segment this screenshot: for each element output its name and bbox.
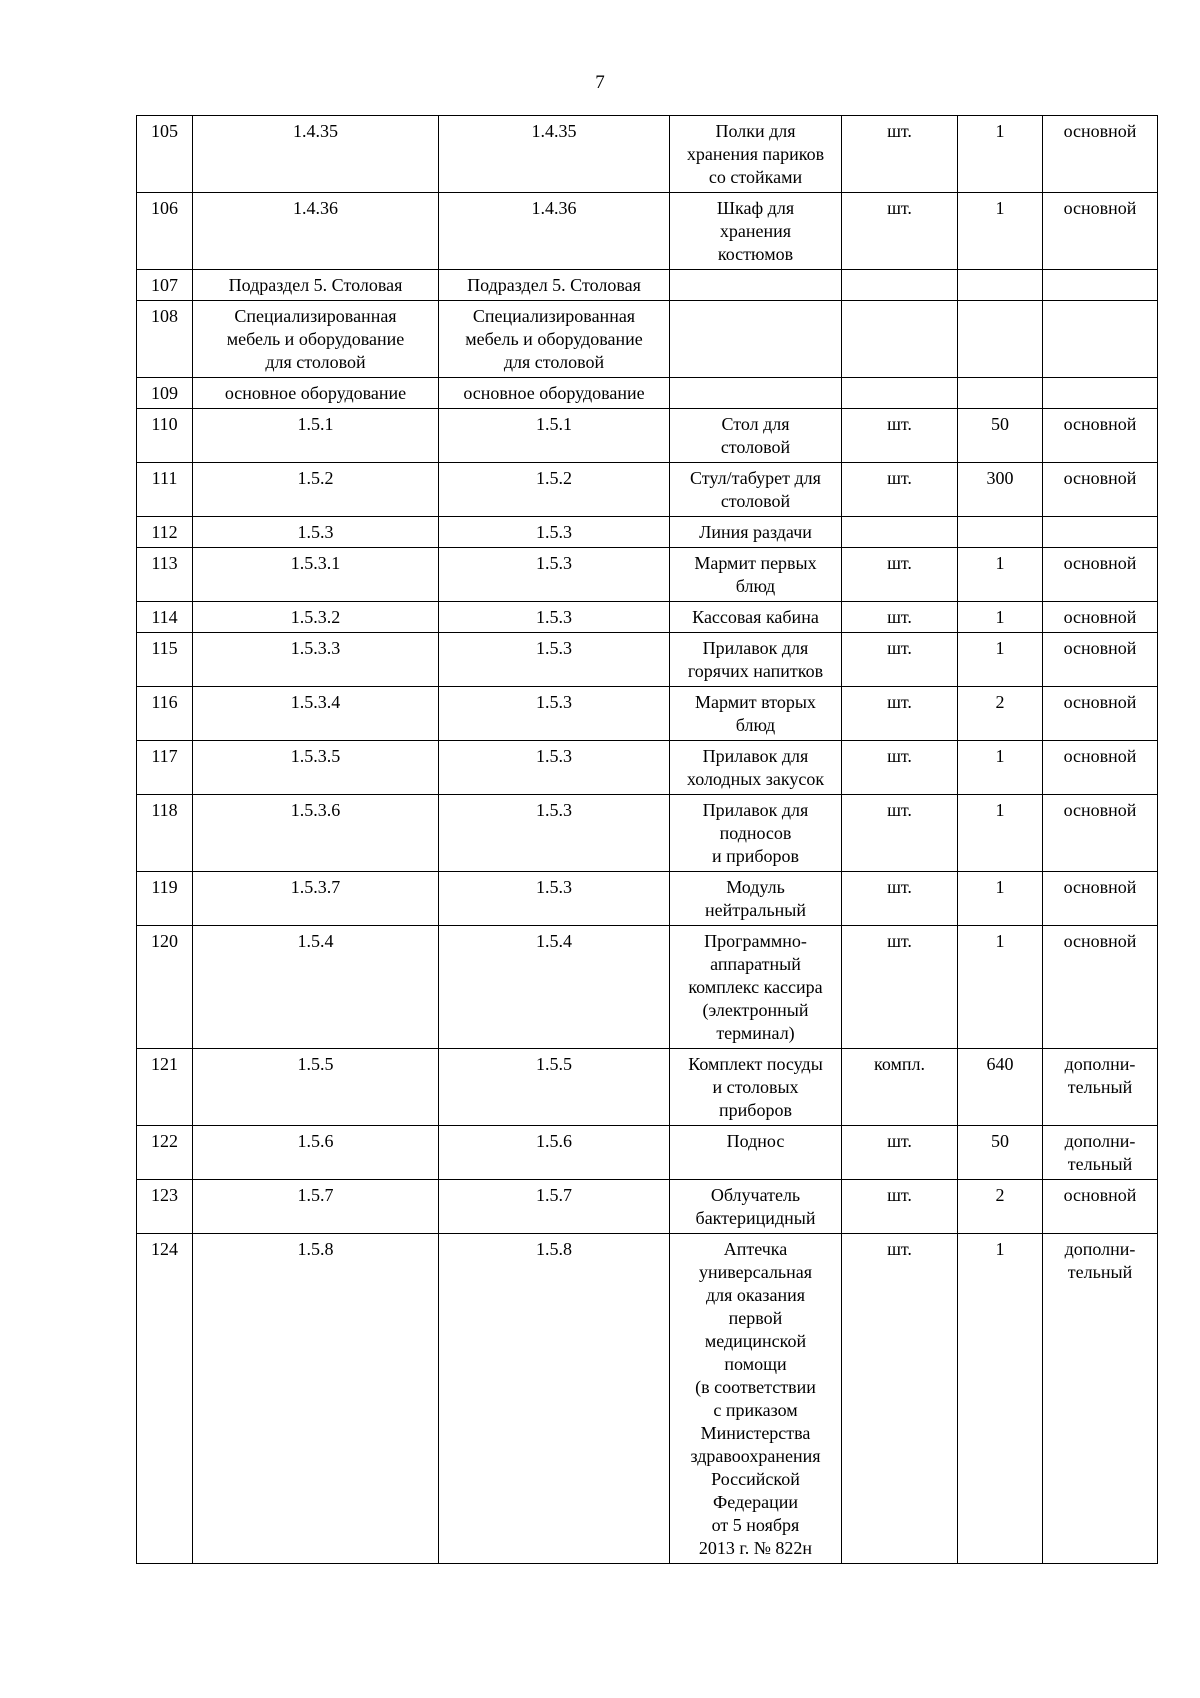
row-number-cell: 118 xyxy=(137,795,193,872)
table-row xyxy=(137,687,1158,741)
item-name-cell xyxy=(670,301,842,378)
code-alt-cell: 1.5.7 xyxy=(439,1180,670,1234)
table-row xyxy=(137,116,1158,193)
code-alt-cell: 1.4.35 xyxy=(439,116,670,193)
item-name-cell: Аптечка универсальная для оказания первой медицинской помощи (в соответствии с приказом Министерства здравоохранения Российской Федерации от 5 ноября 2013 г. № 822н xyxy=(670,1234,842,1564)
item-name-cell: Мармит первых блюд xyxy=(670,548,842,602)
table-row xyxy=(137,795,1158,872)
code-cell: Подраздел 5. Столовая xyxy=(193,270,439,301)
code-cell: 1.5.1 xyxy=(193,409,439,463)
equipment-type-cell: основной xyxy=(1043,409,1158,463)
item-name-cell: Поднос xyxy=(670,1126,842,1180)
row-number-cell: 121 xyxy=(137,1049,193,1126)
code-cell: 1.5.3.6 xyxy=(193,795,439,872)
code-alt-cell: 1.5.3 xyxy=(439,795,670,872)
code-alt-cell: 1.5.1 xyxy=(439,409,670,463)
row-number-cell: 112 xyxy=(137,517,193,548)
quantity-cell: 1 xyxy=(958,1234,1043,1564)
row-number-cell: 115 xyxy=(137,633,193,687)
equipment-type-cell: основной xyxy=(1043,1180,1158,1234)
unit-cell: компл. xyxy=(842,1049,958,1126)
table-row xyxy=(137,1049,1158,1126)
code-cell: 1.5.3.5 xyxy=(193,741,439,795)
quantity-cell: 1 xyxy=(958,633,1043,687)
unit-cell xyxy=(842,301,958,378)
quantity-cell xyxy=(958,270,1043,301)
quantity-cell xyxy=(958,517,1043,548)
unit-cell: шт. xyxy=(842,1126,958,1180)
code-alt-cell: 1.5.6 xyxy=(439,1126,670,1180)
code-cell: 1.5.3.7 xyxy=(193,872,439,926)
code-alt-cell: 1.5.3 xyxy=(439,548,670,602)
unit-cell xyxy=(842,378,958,409)
quantity-cell: 1 xyxy=(958,741,1043,795)
quantity-cell: 50 xyxy=(958,409,1043,463)
table-row xyxy=(137,1126,1158,1180)
item-name-cell xyxy=(670,270,842,301)
table-row xyxy=(137,409,1158,463)
equipment-type-cell xyxy=(1043,270,1158,301)
code-cell: 1.5.5 xyxy=(193,1049,439,1126)
code-alt-cell: 1.4.36 xyxy=(439,193,670,270)
unit-cell: шт. xyxy=(842,741,958,795)
code-alt-cell: 1.5.4 xyxy=(439,926,670,1049)
unit-cell: шт. xyxy=(842,193,958,270)
table-row xyxy=(137,741,1158,795)
quantity-cell xyxy=(958,378,1043,409)
quantity-cell: 2 xyxy=(958,1180,1043,1234)
quantity-cell: 1 xyxy=(958,548,1043,602)
row-number-cell: 106 xyxy=(137,193,193,270)
table-row xyxy=(137,517,1158,548)
table-body xyxy=(137,116,1158,1564)
code-alt-cell: 1.5.5 xyxy=(439,1049,670,1126)
row-number-cell: 107 xyxy=(137,270,193,301)
equipment-type-cell: основной xyxy=(1043,741,1158,795)
code-cell: 1.5.4 xyxy=(193,926,439,1049)
code-alt-cell: 1.5.2 xyxy=(439,463,670,517)
table-row xyxy=(137,926,1158,1049)
row-number-cell: 110 xyxy=(137,409,193,463)
equipment-type-cell: дополни- тельный xyxy=(1043,1126,1158,1180)
equipment-type-cell: основной xyxy=(1043,193,1158,270)
unit-cell: шт. xyxy=(842,1180,958,1234)
table-row xyxy=(137,378,1158,409)
row-number-cell: 120 xyxy=(137,926,193,1049)
code-alt-cell: Специализированная мебель и оборудование для столовой xyxy=(439,301,670,378)
table-row xyxy=(137,548,1158,602)
item-name-cell: Прилавок для подносов и приборов xyxy=(670,795,842,872)
page-number: 7 xyxy=(595,72,605,93)
quantity-cell: 2 xyxy=(958,687,1043,741)
code-cell: Специализированная мебель и оборудование для столовой xyxy=(193,301,439,378)
quantity-cell: 1 xyxy=(958,116,1043,193)
code-cell: 1.5.3.4 xyxy=(193,687,439,741)
unit-cell: шт. xyxy=(842,548,958,602)
quantity-cell: 640 xyxy=(958,1049,1043,1126)
unit-cell: шт. xyxy=(842,463,958,517)
unit-cell: шт. xyxy=(842,926,958,1049)
unit-cell: шт. xyxy=(842,116,958,193)
row-number-cell: 105 xyxy=(137,116,193,193)
item-name-cell: Линия раздачи xyxy=(670,517,842,548)
item-name-cell: Кассовая кабина xyxy=(670,602,842,633)
item-name-cell: Программно- аппаратный комплекс кассира (электронный терминал) xyxy=(670,926,842,1049)
equipment-type-cell xyxy=(1043,378,1158,409)
quantity-cell: 1 xyxy=(958,926,1043,1049)
quantity-cell xyxy=(958,301,1043,378)
row-number-cell: 108 xyxy=(137,301,193,378)
unit-cell: шт. xyxy=(842,602,958,633)
equipment-type-cell: основной xyxy=(1043,463,1158,517)
code-cell: 1.5.8 xyxy=(193,1234,439,1564)
unit-cell: шт. xyxy=(842,409,958,463)
item-name-cell: Прилавок для горячих напитков xyxy=(670,633,842,687)
code-cell: 1.5.7 xyxy=(193,1180,439,1234)
code-alt-cell: 1.5.3 xyxy=(439,633,670,687)
equipment-type-cell: основной xyxy=(1043,602,1158,633)
code-cell: 1.5.2 xyxy=(193,463,439,517)
code-alt-cell: 1.5.3 xyxy=(439,687,670,741)
row-number-cell: 116 xyxy=(137,687,193,741)
unit-cell: шт. xyxy=(842,795,958,872)
item-name-cell: Комплект посуды и столовых приборов xyxy=(670,1049,842,1126)
unit-cell xyxy=(842,517,958,548)
unit-cell: шт. xyxy=(842,687,958,741)
item-name-cell: Стол для столовой xyxy=(670,409,842,463)
row-number-cell: 122 xyxy=(137,1126,193,1180)
quantity-cell: 50 xyxy=(958,1126,1043,1180)
quantity-cell: 1 xyxy=(958,193,1043,270)
item-name-cell: Прилавок для холодных закусок xyxy=(670,741,842,795)
table-row xyxy=(137,1180,1158,1234)
item-name-cell xyxy=(670,378,842,409)
unit-cell: шт. xyxy=(842,633,958,687)
unit-cell: шт. xyxy=(842,872,958,926)
table-row xyxy=(137,193,1158,270)
row-number-cell: 124 xyxy=(137,1234,193,1564)
table-row xyxy=(137,633,1158,687)
quantity-cell: 300 xyxy=(958,463,1043,517)
item-name-cell: Модуль нейтральный xyxy=(670,872,842,926)
code-cell: 1.5.3.1 xyxy=(193,548,439,602)
equipment-type-cell: дополни- тельный xyxy=(1043,1049,1158,1126)
equipment-type-cell: основной xyxy=(1043,548,1158,602)
item-name-cell: Облучатель бактерицидный xyxy=(670,1180,842,1234)
unit-cell xyxy=(842,270,958,301)
equipment-type-cell: основной xyxy=(1043,926,1158,1049)
equipment-table xyxy=(136,115,1158,1564)
code-alt-cell: 1.5.3 xyxy=(439,741,670,795)
equipment-type-cell: дополни- тельный xyxy=(1043,1234,1158,1564)
code-cell: 1.4.35 xyxy=(193,116,439,193)
item-name-cell: Стул/табурет для столовой xyxy=(670,463,842,517)
table-row xyxy=(137,463,1158,517)
code-cell: 1.4.36 xyxy=(193,193,439,270)
table-row xyxy=(137,872,1158,926)
code-alt-cell: 1.5.8 xyxy=(439,1234,670,1564)
quantity-cell: 1 xyxy=(958,795,1043,872)
code-cell: 1.5.3.2 xyxy=(193,602,439,633)
code-cell: 1.5.6 xyxy=(193,1126,439,1180)
quantity-cell: 1 xyxy=(958,602,1043,633)
equipment-type-cell: основной xyxy=(1043,687,1158,741)
equipment-type-cell xyxy=(1043,301,1158,378)
row-number-cell: 111 xyxy=(137,463,193,517)
table-row xyxy=(137,602,1158,633)
row-number-cell: 123 xyxy=(137,1180,193,1234)
quantity-cell: 1 xyxy=(958,872,1043,926)
table-row xyxy=(137,1234,1158,1564)
code-alt-cell: 1.5.3 xyxy=(439,602,670,633)
equipment-type-cell: основной xyxy=(1043,116,1158,193)
item-name-cell: Шкаф для хранения костюмов xyxy=(670,193,842,270)
table-row xyxy=(137,270,1158,301)
code-cell: 1.5.3.3 xyxy=(193,633,439,687)
code-alt-cell: основное оборудование xyxy=(439,378,670,409)
row-number-cell: 117 xyxy=(137,741,193,795)
row-number-cell: 114 xyxy=(137,602,193,633)
equipment-type-cell: основной xyxy=(1043,795,1158,872)
table-row xyxy=(137,301,1158,378)
equipment-type-cell xyxy=(1043,517,1158,548)
row-number-cell: 119 xyxy=(137,872,193,926)
code-alt-cell: 1.5.3 xyxy=(439,517,670,548)
code-cell: 1.5.3 xyxy=(193,517,439,548)
row-number-cell: 113 xyxy=(137,548,193,602)
unit-cell: шт. xyxy=(842,1234,958,1564)
row-number-cell: 109 xyxy=(137,378,193,409)
item-name-cell: Мармит вторых блюд xyxy=(670,687,842,741)
code-alt-cell: Подраздел 5. Столовая xyxy=(439,270,670,301)
item-name-cell: Полки для хранения париков со стойками xyxy=(670,116,842,193)
equipment-type-cell: основной xyxy=(1043,633,1158,687)
equipment-type-cell: основной xyxy=(1043,872,1158,926)
code-alt-cell: 1.5.3 xyxy=(439,872,670,926)
code-cell: основное оборудование xyxy=(193,378,439,409)
